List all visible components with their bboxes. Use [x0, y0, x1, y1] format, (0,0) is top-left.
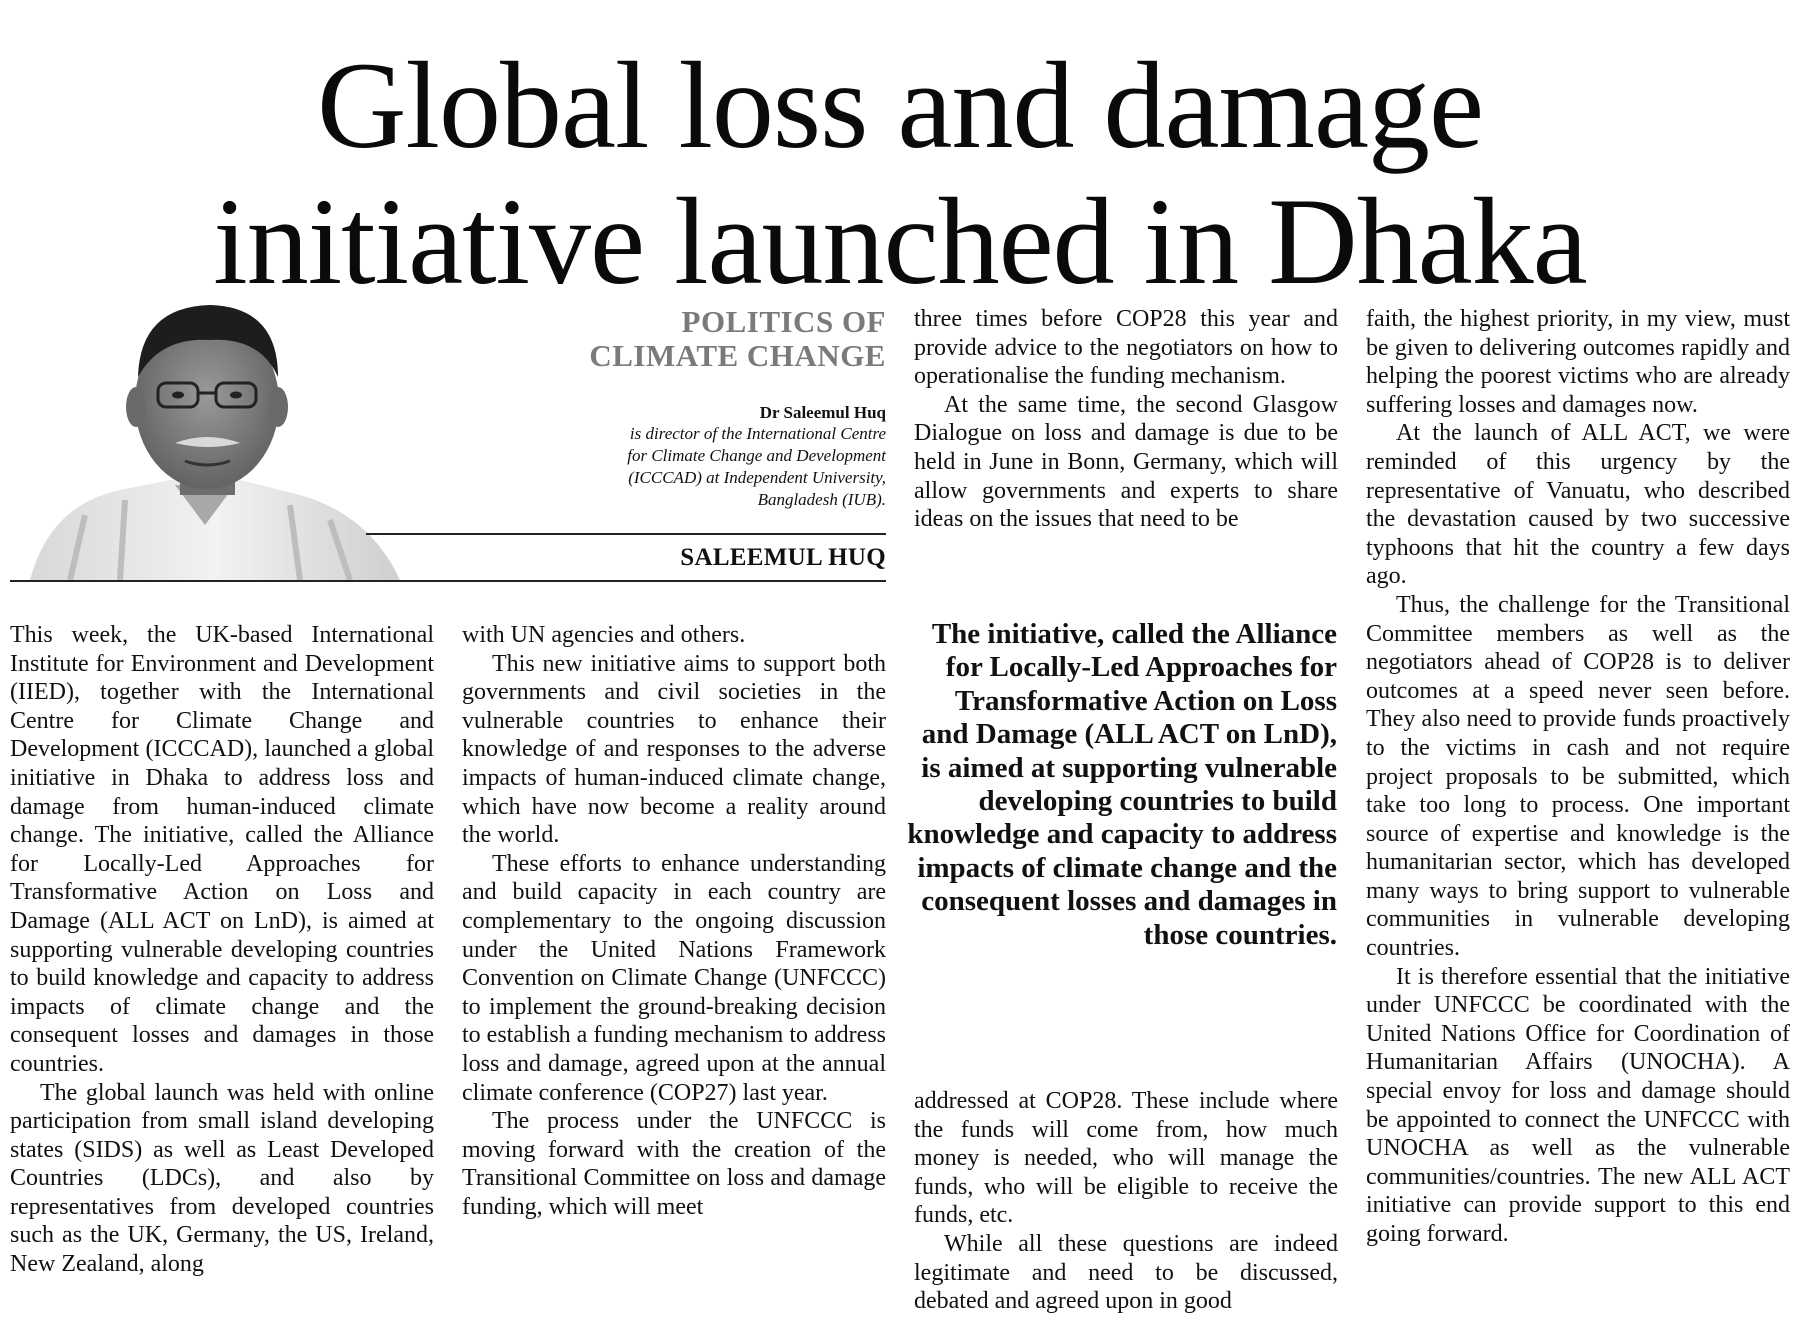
column-kicker [360, 305, 886, 373]
byline-rule [366, 533, 886, 535]
paragraph: At the launch of ALL ACT, we were reminded of this urgency by the representative of Vanuatu, who described the devastation caused by two successive typhoons that hit the country a few days ago. [1366, 420, 1790, 590]
paragraph: It is therefore essential that the initiative under UNFCCC be coordinated with the United Nations Office for Coordination of Humanitarian Affairs (UNOCHA). A special envoy for loss and damage should be appointed to connect the UNFCCC with UNOCHA as well as the vulnerable communities/countries. The new ALL ACT initiative can provide support to this end going forward. [1366, 963, 1790, 1247]
paragraph: This week, the UK-based International Institute for Environment and Development (IIED), together with the International Centre for Climate Change and Development (ICCCAD), launched a global initiative in Dhaka to address loss and damage from human-induced climate change. The initiative, called the Alliance for Locally-Led Approaches for Transformative Action on Loss and Damage (ALL ACT on LnD), is aimed at supporting vulnerable developing countries to build knowledge and capacity to address impacts of climate change and the consequent losses and damages in those countries. [10, 622, 434, 1077]
paragraph: faith, the highest priority, in my view, must be given to delivering outcomes rapidly and helping the poorest victims who are already suffering losses and damages now. [1366, 306, 1790, 418]
paragraph: This new initiative aims to support both governments and civil societies in the vulnerable countries to enhance their knowledge of and responses to the adverse impacts of human-induced climate change, which have now become a reality around the world. [462, 650, 886, 849]
byline: SALEEMUL HUQ [680, 544, 886, 571]
paragraph: addressed at COP28. These include where the funds will come from, how much money is needed, who will manage the funds, who will be eligible to receive the funds, etc. [914, 1088, 1338, 1229]
author-bio-line: for Climate Change and Development [627, 446, 886, 465]
kicker-line-2: CLIMATE CHANGE [589, 338, 886, 373]
author-bio-line: (ICCCAD) at Independent University, [628, 468, 886, 487]
author-portrait-icon [10, 285, 410, 580]
headline-line-2: initiative launched in Dhaka [213, 173, 1587, 310]
byline-block [360, 305, 886, 511]
article-column-3-top [914, 305, 1338, 534]
headline [60, 38, 1740, 310]
author-bio [360, 423, 886, 511]
paragraph: While all these questions are indeed legitimate and need to be discussed, debated and agreed upon in good [914, 1230, 1338, 1315]
article-column-1 [10, 621, 434, 1279]
paragraph: At the same time, the second Glasgow Dialogue on loss and damage is due to be held in June in Bonn, Germany, which will allow governments and experts to share ideas on the issues that need to be [914, 391, 1338, 533]
pull-quote: The initiative, called the Alliance for Locally-Led Approaches for Transformative Action on Loss and Damage (ALL ACT on LnD), is aimed at supporting vulnerable developing countries to build knowledge and capacity to address impacts of climate change and the consequent losses and damages in those countries. [907, 618, 1337, 951]
author-name: Dr Saleemul Huq [759, 403, 886, 422]
header-divider [10, 580, 886, 582]
paragraph: Thus, the challenge for the Transitional Committee members as well as the negotiators ahead of COP28 is to deliver outcomes at a speed never seen before. They also need to provide funds proactively to the victims in cash and not require project proposals to be submitted, which take too long to process. One important source of expertise and knowledge is the humanitarian sector, which has developed many ways to bring support to vulnerable communities in vulnerable developing countries. [1366, 591, 1790, 962]
paragraph: The global launch was held with online participation from small island developing states (SIDS) as well as Least Developed Countries (LDCs), and also by representatives from developed countries such as the UK, Germany, the US, Ireland, New Zealand, along [10, 1079, 434, 1278]
article-column-4 [1366, 305, 1790, 1249]
headline-line-1: Global loss and damage [316, 37, 1484, 174]
author-bio-line: Bangladesh (IUB). [757, 490, 886, 509]
author-bio-line: is director of the International Centre [629, 424, 886, 443]
kicker-line-1: POLITICS OF [681, 304, 886, 339]
article-column-3-bottom [914, 1087, 1338, 1316]
paragraph: three times before COP28 this year and provide advice to the negotiators on how to operationalise the funding mechanism. [914, 306, 1338, 390]
author-photo [10, 285, 410, 580]
paragraph: with UN agencies and others. [462, 622, 746, 648]
article-column-2 [462, 621, 886, 1221]
paragraph: The process under the UNFCCC is moving forward with the creation of the Transitional Committee on loss and damage funding, which will meet [462, 1108, 886, 1220]
paragraph: These efforts to enhance understanding and build capacity in each country are complementary to the ongoing discussion under the United Nations Framework Convention on Climate Change (UNFCCC) to implement the ground-breaking decision to establish a funding mechanism to address loss and damage, agreed upon at the annual climate conference (COP27) last year. [462, 850, 886, 1106]
